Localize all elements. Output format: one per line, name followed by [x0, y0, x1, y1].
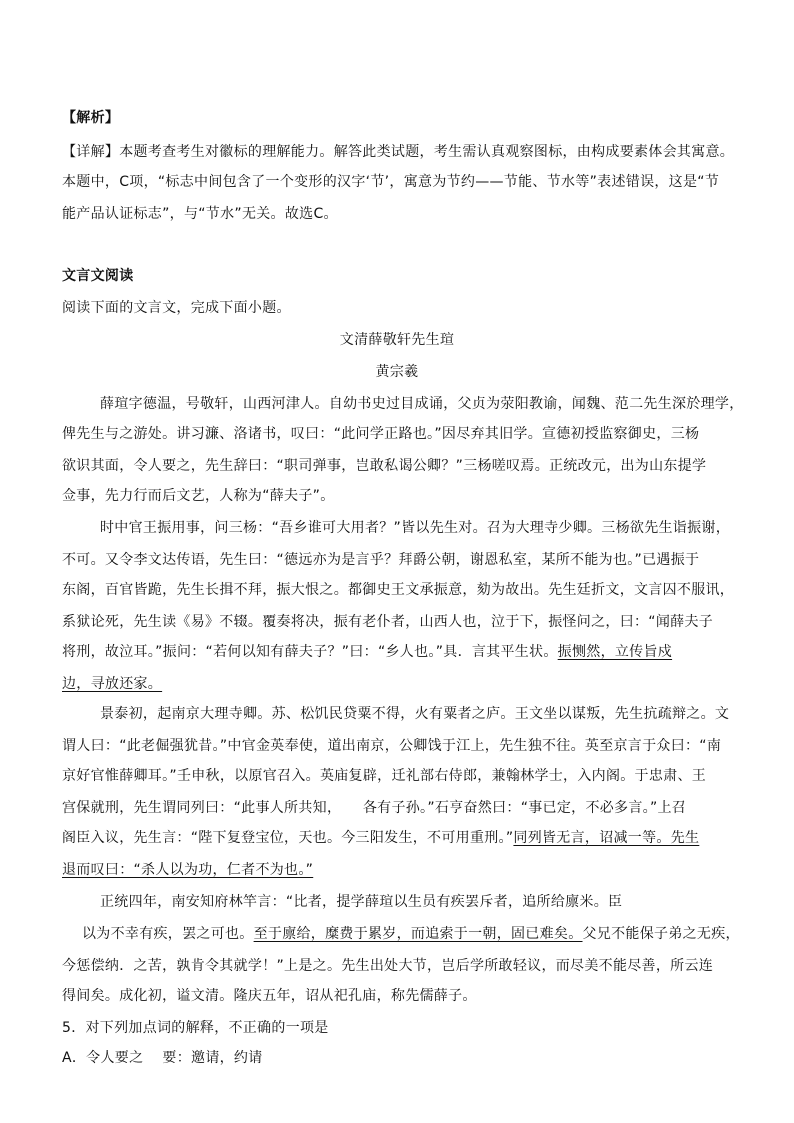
passage-line: 京好官惟薛卿耳。”壬申秋，以原官召入。英庙复辟，迁礼部右侍郎，兼翰林学士，入内阁。于忠肃、王	[62, 768, 707, 784]
passage-line	[62, 860, 313, 880]
question-option-a: A．令人要之 要：邀请，约请	[62, 1050, 263, 1066]
underlined-sentence: 同列皆无言，诏减一等。先生	[513, 830, 700, 846]
passage-line: 今惩偿纳．之苦，孰肯令其就学！”上是之。先生出处大节，岂后学所敢轻议，而尽美不能尽善，所云连	[62, 958, 714, 974]
passage-text: 将刑，故泣耳。”振问：“若何以知有薛夫子？”曰：“乡人也。”具．言其平生状。	[62, 644, 558, 660]
section-heading: 文言文阅读	[62, 268, 134, 284]
passage-line: 薛瑄字德温，号敬轩，山西河津人。自幼书史过目成诵，父贞为荥阳教谕，闻魏、范二先生深於理学，	[100, 396, 744, 412]
passage-line: 欲识其面，令人要之，先生辞曰：“职司弹事，岂敢私谒公卿？”三杨嗟叹焉。正统改元，出为山东提学	[62, 458, 707, 474]
passage-text: 阁臣入议，先生言：“陛下复登宝位，天也。今三阳发生，不可用重刑。”	[62, 830, 514, 846]
underlined-sentence: 边，寻放还家。	[62, 676, 163, 692]
passage-line	[82, 924, 740, 944]
explanation-line: 能产品认证标志”，与“节水”无关。故选C。	[62, 206, 338, 222]
passage-line: 时中官王振用事，问三杨：“吾乡谁可大用者？”皆以先生对。召为大理寺少卿。三杨欲先生诣振谢，	[100, 520, 731, 536]
explanation-line: 【详解】本题考查考生对徽标的理解能力。解答此类试题，考生需认真观察图标，由构成要素体会其寓意。	[62, 144, 735, 160]
underlined-sentence: 至于廪给，糜费于累岁，而追索于一朝，固已难矣。	[253, 926, 583, 942]
passage-line	[62, 642, 672, 662]
passage-line: 系狱论死，先生读《易》不辍。覆奏将决，振有老仆者，山西人也，泣于下，振怪问之，曰：“闻薛夫子	[62, 614, 714, 630]
explanation-heading: 【解析】	[62, 110, 120, 126]
section-instruction: 阅读下面的文言文，完成下面小题。	[62, 300, 291, 316]
passage-line	[62, 674, 162, 694]
passage-author: 黄宗羲	[375, 364, 419, 380]
passage-line: 景泰初，起南京大理寺卿。苏、松饥民贷粟不得，火有粟者之庐。王文坐以谋叛，先生抗疏辩之。文	[100, 706, 730, 722]
passage-title: 文清薛敬轩先生瑄	[339, 332, 455, 348]
passage-line: 俾先生与之游处。讲习濂、洛诸书，叹曰：“此问学正路也。”因尽弃其旧学。宣德初授监察御史，三杨	[62, 426, 700, 442]
passage-line: 得间矣。成化初，谥文清。隆庆五年，诏从祀孔庙，称先儒薛子。	[62, 988, 477, 1004]
passage-line	[62, 828, 699, 848]
passage-line: 不可。又令李文达传语，先生曰：“德远亦为是言乎？拜爵公朝，谢恩私室，某所不能为也。”已遇振于	[62, 552, 700, 568]
passage-text: 父兄不能保子弟之无疾，	[582, 926, 740, 942]
passage-line: 正统四年，南安知府林竿言：“比者，提学薛瑄以生员有疾罢斥者，追所给廪米。臣	[100, 894, 623, 910]
question-stem: 5．对下列加点词的解释，不正确的一项是	[62, 1020, 329, 1036]
underlined-sentence: 振恻然，立传旨戍	[557, 644, 673, 660]
underlined-sentence: 退而叹曰：“杀人以为功，仁者不为也。”	[62, 862, 314, 878]
explanation-line: 本题中，C项，“标志中间包含了一个变形的汉字‘节’，寓意为节约——节能、节水等”表述错误，这是“节	[62, 174, 720, 190]
passage-text: 以为不幸有疾，罢之可也。	[82, 926, 254, 942]
passage-line: 佥事，先力行而后文艺，人称为“薛夫子”。	[62, 488, 335, 504]
passage-line: 东阁，百官皆跪，先生长揖不拜，振大恨之。都御史王文承振意，劾为故出。先生廷折文，文言囚不服讯，	[62, 582, 735, 598]
passage-line: 宫保就刑，先生谓同列曰：“此事人所共知， 各有子孙。”石亨奋然曰：“事已定，不必多言。”上召	[62, 800, 687, 816]
passage-line: 谓人曰：“此老倔强犹昔。”中官金英奉使，道出南京，公卿饯于江上，先生独不往。英至京言于众曰：“南	[62, 738, 722, 754]
